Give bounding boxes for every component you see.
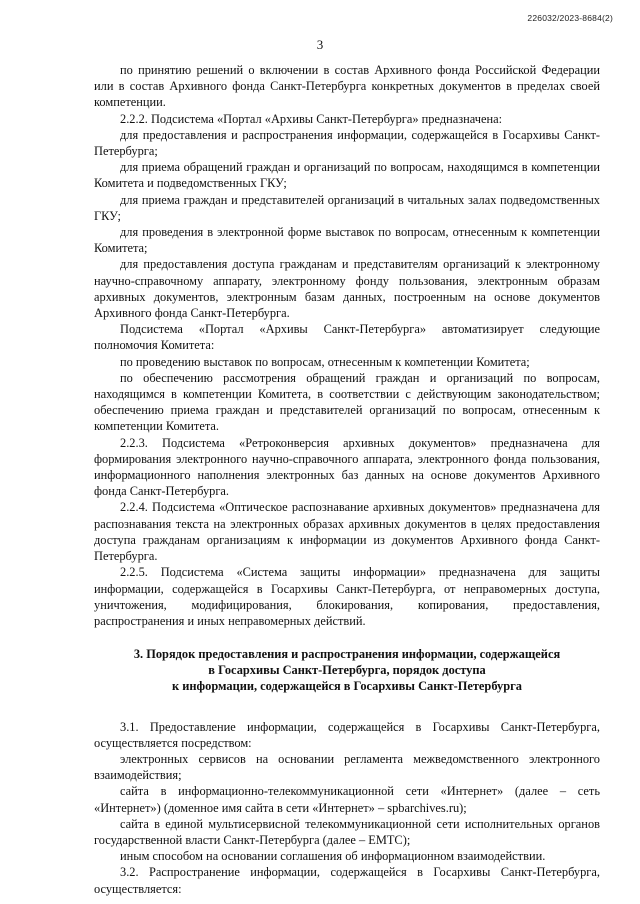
paragraph: для приема обращений граждан и организаций по вопросам, находящимся в компетенции Комитета и подведомственных ГКУ; (94, 160, 600, 191)
section-heading-line: к информации, содержащейся в Госархивы Санкт-Петербурга (172, 678, 522, 693)
paragraph: сайта в информационно-телекоммуникационной сети «Интернет» (далее – сеть «Интернет») (доменное имя сайта в сети «Интернет» – spbarchives.ru); (94, 784, 600, 815)
paragraph: 2.2.5. Подсистема «Система защиты информации» предназначена для защиты информации, содержащейся в Госархивы Санкт-Петербурга, от неправомерных доступа, уничтожения, модифицирования, блокирования, копирования, предоставления, распространения и иных неправомерных действий. (94, 565, 600, 628)
paragraph: для приема граждан и представителей организаций в читальных залах подведомственных ГКУ; (94, 192, 600, 223)
paragraph: 2.2.2. Подсистема «Портал «Архивы Санкт-Петербурга» предназначена: (120, 111, 503, 126)
paragraph: 3.1. Предоставление информации, содержащейся в Госархивы Санкт-Петербурга, осуществляется посредством: (94, 719, 600, 750)
document-id: 226032/2023-8684(2) (527, 13, 613, 23)
paragraphs-bottom (94, 719, 600, 897)
paragraph: сайта в единой мультисервисной телекоммуникационной сети исполнительных органов государственной власти Санкт-Петербурга (далее – ЕМТС); (94, 816, 600, 847)
paragraph: иным способом на основании соглашения об информационном взаимодействии. (120, 849, 546, 864)
paragraph: 3.2. Распространение информации, содержащейся в Госархивы Санкт-Петербурга, осуществляется: (94, 865, 600, 896)
paragraph: по принятию решений о включении в состав Архивного фонда Российской Федерации или в состав Архивного фонда Санкт-Петербурга конкретных документов в пределах своей компетенции. (94, 63, 600, 110)
paragraph: для предоставления доступа гражданам и представителям организаций к электронному научно-справочному аппарату, электронному фонду пользования, электронным образам архивных документов, электронным базам данных, построенным на основе документов Архивного фонда Санкт-Петербурга. (94, 257, 600, 321)
paragraph: по обеспечению рассмотрения обращений граждан и организаций по вопросам, находящимся в компетенции Комитета, в соответствии с действующим законодательством; обеспечению приема граждан и представителей организаций по вопросам, отнесенным к компетенции Комитета. (94, 370, 600, 434)
paragraphs-top (94, 62, 600, 629)
paragraph: для проведения в электронной форме выставок по вопросам, отнесенным к компетенции Комитета; (94, 225, 600, 256)
paragraph: для предоставления и распространения информации, содержащейся в Госархивы Санкт-Петербурга; (94, 127, 600, 159)
paragraph: Подсистема «Портал «Архивы Санкт-Петербурга» автоматизирует следующие полномочия Комитета: (94, 322, 600, 353)
page-number: 3 (316, 37, 324, 52)
paragraph: 2.2.4. Подсистема «Оптическое распознавание архивных документов» предназначена для распознавания текста на электронных образах архивных документов в целях предоставления доступа гражданам организациям к информации из документов Архивного фонда Санкт-Петербурга. (94, 500, 600, 564)
paragraph: электронных сервисов на основании регламента межведомственного электронного взаимодействия; (94, 751, 600, 783)
document-body (94, 62, 600, 897)
section-heading (94, 647, 600, 694)
paragraph: по проведению выставок по вопросам, отнесенным к компетенции Комитета; (120, 354, 530, 369)
section-heading-line: 3. Порядок предоставления и распространения информации, содержащейся (133, 647, 561, 662)
section-heading-line: в Госархивы Санкт-Петербурга, порядок доступа (208, 662, 486, 677)
paragraph: 2.2.3. Подсистема «Ретроконверсия архивных документов» предназначена для формирования электронного научно-справочного аппарата, электронного фонда пользования, информационного наполнения электронных баз данных на основе документов Архивного фонда Санкт-Петербурга. (94, 435, 600, 499)
